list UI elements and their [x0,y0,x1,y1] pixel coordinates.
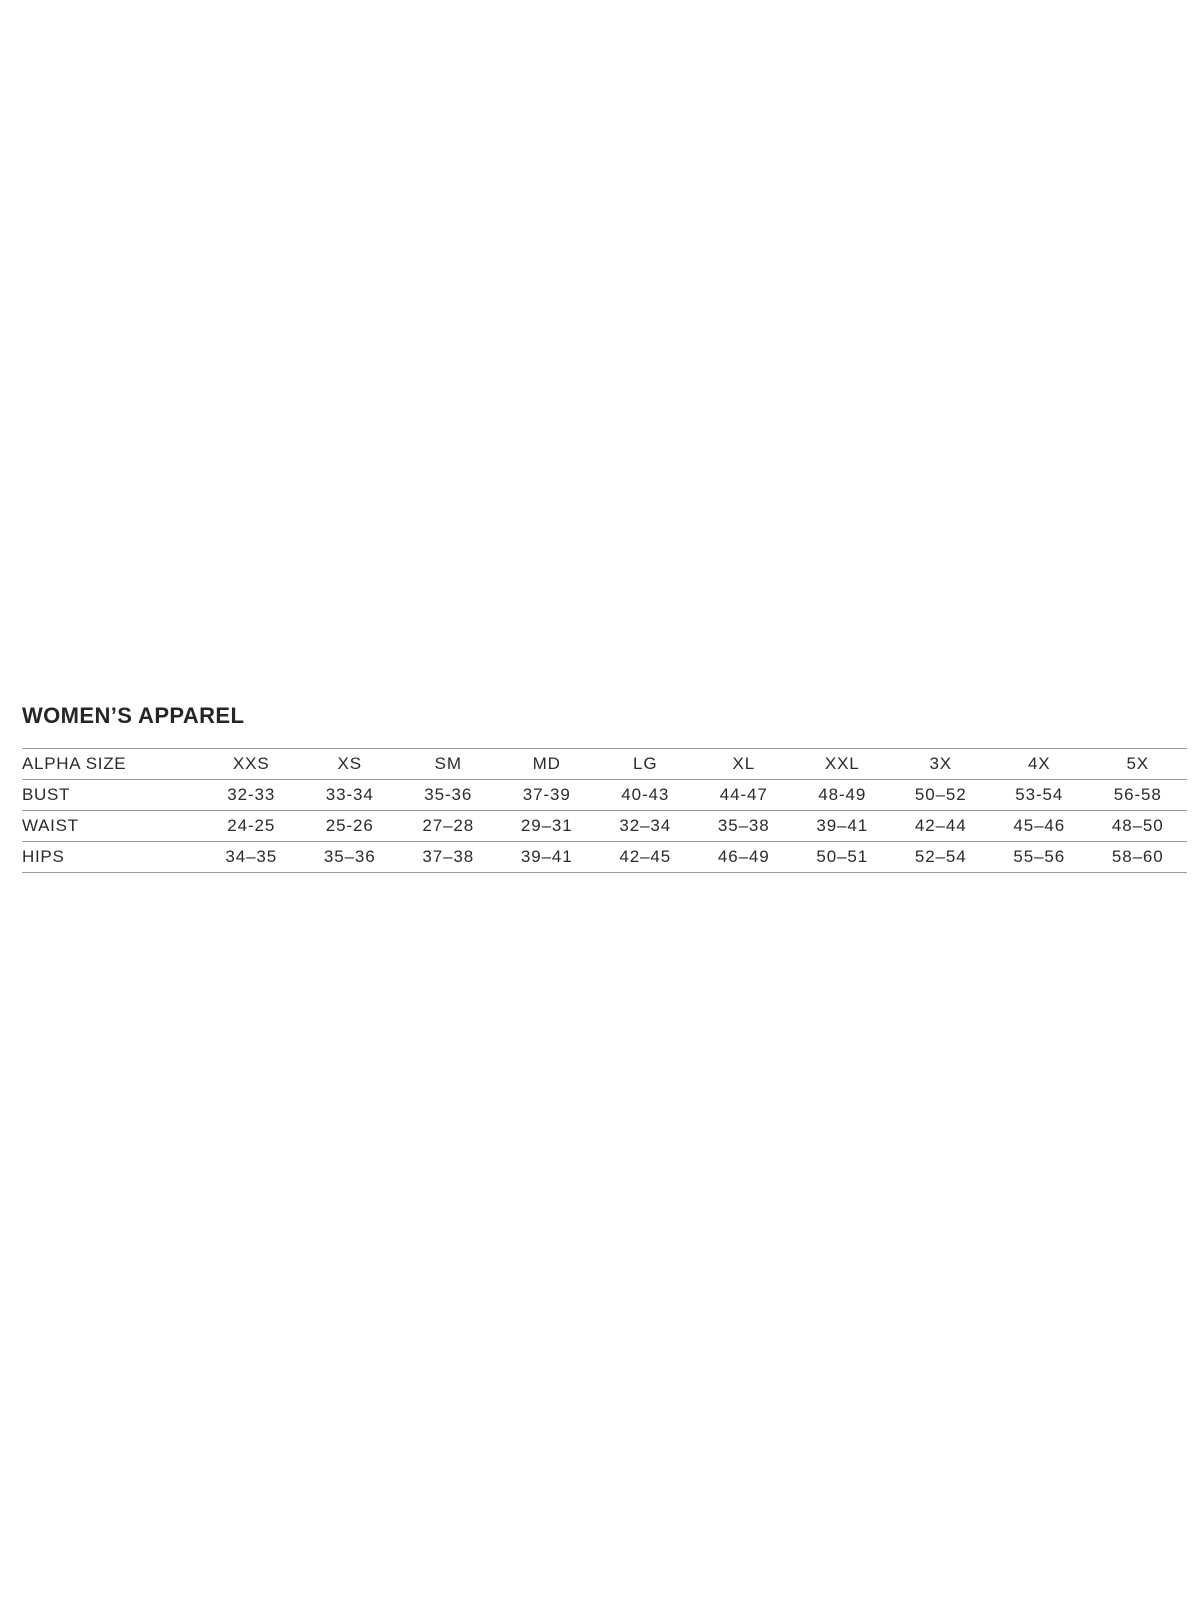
size-cell: 56-58 [1113,785,1162,804]
column-header-sm: SM [434,754,462,773]
column-header-xxs: XXS [232,754,270,773]
row-label-bust: BUST [22,785,71,804]
size-cell: 44-47 [719,785,768,804]
table-row-bust [22,780,1187,811]
size-cell: 29–31 [520,816,573,835]
size-chart-table [22,748,1187,873]
size-cell: 58–60 [1111,847,1164,866]
size-cell: 42–44 [914,816,967,835]
column-header-md: MD [532,754,561,773]
size-cell: 48-49 [818,785,867,804]
size-cell: 35–36 [323,847,376,866]
size-cell: 55–56 [1013,847,1066,866]
row-label-waist: WAIST [22,816,79,835]
header-row [22,749,1187,780]
size-cell: 50–52 [914,785,967,804]
column-header-5x: 5X [1126,754,1150,773]
size-cell: 46–49 [717,847,770,866]
size-cell: 42–45 [619,847,672,866]
column-header-xs: XS [337,754,362,773]
size-cell: 53-54 [1015,785,1064,804]
table-row-waist [22,811,1187,842]
column-header-4x: 4X [1027,754,1051,773]
size-cell: 24-25 [227,816,276,835]
size-cell: 25-26 [325,816,374,835]
row-label-hips: HIPS [22,847,65,866]
section-title: WOMEN’S APPAREL [22,703,245,728]
size-cell: 32–34 [619,816,672,835]
column-header-xl: XL [732,754,756,773]
size-cell: 27–28 [422,816,475,835]
table-row-hips [22,842,1187,873]
size-cell: 35–38 [717,816,770,835]
column-header-3x: 3X [929,754,953,773]
size-cell: 39–41 [520,847,573,866]
column-header-alpha-size: ALPHA SIZE [22,754,127,773]
size-cell: 32-33 [227,785,276,804]
size-cell: 48–50 [1111,816,1164,835]
size-cell: 45–46 [1013,816,1066,835]
size-cell: 50–51 [816,847,869,866]
size-cell: 37–38 [422,847,475,866]
size-cell: 33-34 [325,785,374,804]
size-cell: 35-36 [424,785,473,804]
size-cell: 52–54 [914,847,967,866]
size-cell: 40-43 [621,785,670,804]
size-cell: 34–35 [225,847,278,866]
womens-apparel-size-chart [22,702,1187,873]
column-header-lg: LG [633,754,658,773]
column-header-xxl: XXL [824,754,860,773]
size-cell: 37-39 [522,785,571,804]
size-cell: 39–41 [816,816,869,835]
